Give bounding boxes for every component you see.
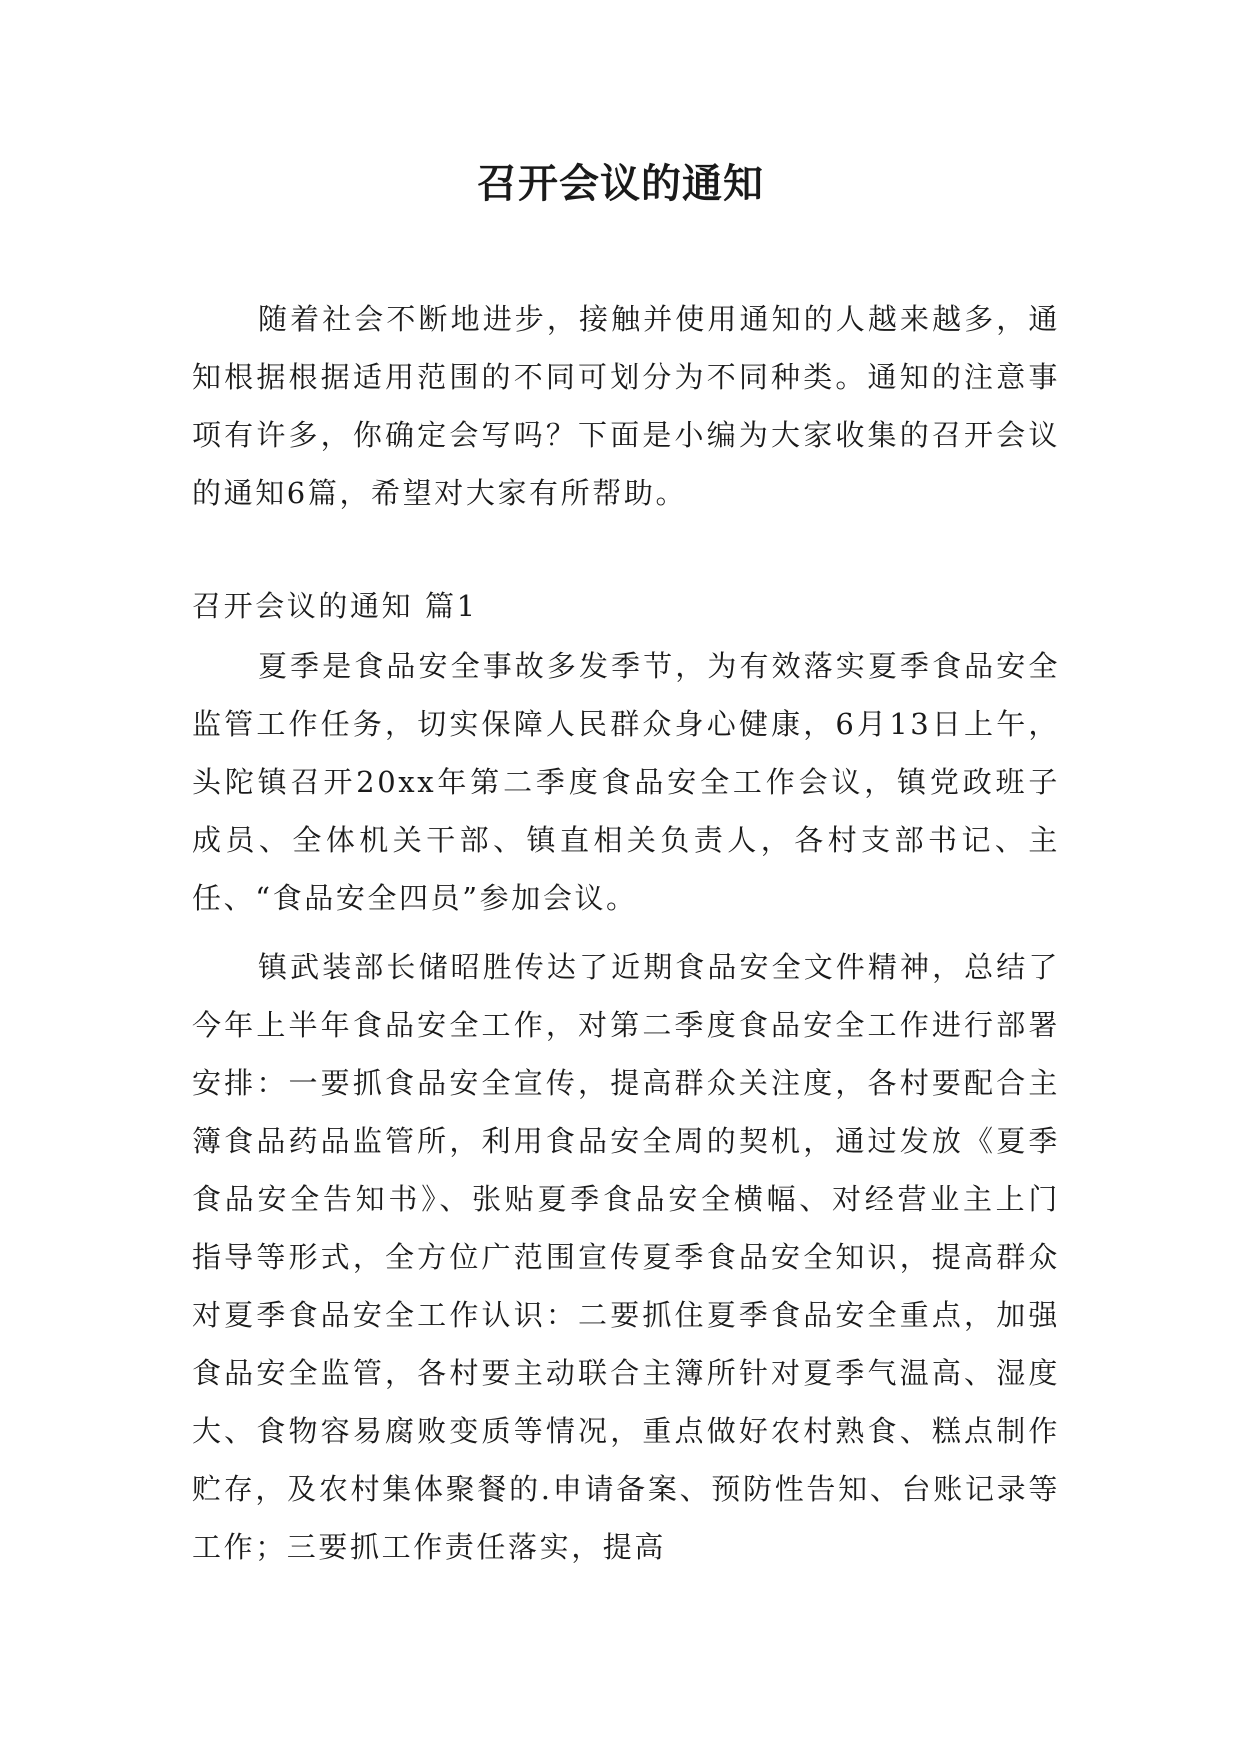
document-title: 召开会议的通知 [477, 161, 764, 207]
intro-paragraph: 随着社会不断地进步，接触并使用通知的人越来越多，通知根据根据适用范围的不同可划分为不同种类。通知的注意事项有许多，你确定会写吗？下面是小编为大家收集的召开会议的通知6篇，希望对大家有所帮助。 [192, 302, 1060, 510]
section-paragraph-1: 夏季是食品安全事故多发季节，为有效落实夏季食品安全监管工作任务，切实保障人民群众身心健康，6月13日上午，头陀镇召开20xx年第二季度食品安全工作会议，镇党政班子成员、全体机关干部、镇直相关负责人，各村支部书记、主任、“食品安全四员”参加会议。 [192, 649, 1060, 915]
section-heading: 召开会议的通知 篇1 [192, 589, 478, 623]
section-paragraph-2: 镇武装部长储昭胜传达了近期食品安全文件精神，总结了今年上半年食品安全工作，对第二季度食品安全工作进行部署安排：一要抓食品安全宣传，提高群众关注度，各村要配合主簿食品药品监管所，利用食品安全周的契机，通过发放《夏季食品安全告知书》、张贴夏季食品安全横幅、对经营业主上门指导等形式，全方位广范围宣传夏季食品安全知识，提高群众对夏季食品安全工作认识：二要抓住夏季食品安全重点，加强食品安全监管，各村要主动联合主簿所针对夏季气温高、湿度大、食物容易腐败变质等情况，重点做好农村熟食、糕点制作贮存，及农村集体聚餐的.申请备案、预防性告知、台账记录等工作；三要抓工作责任落实，提高 [192, 950, 1060, 1564]
